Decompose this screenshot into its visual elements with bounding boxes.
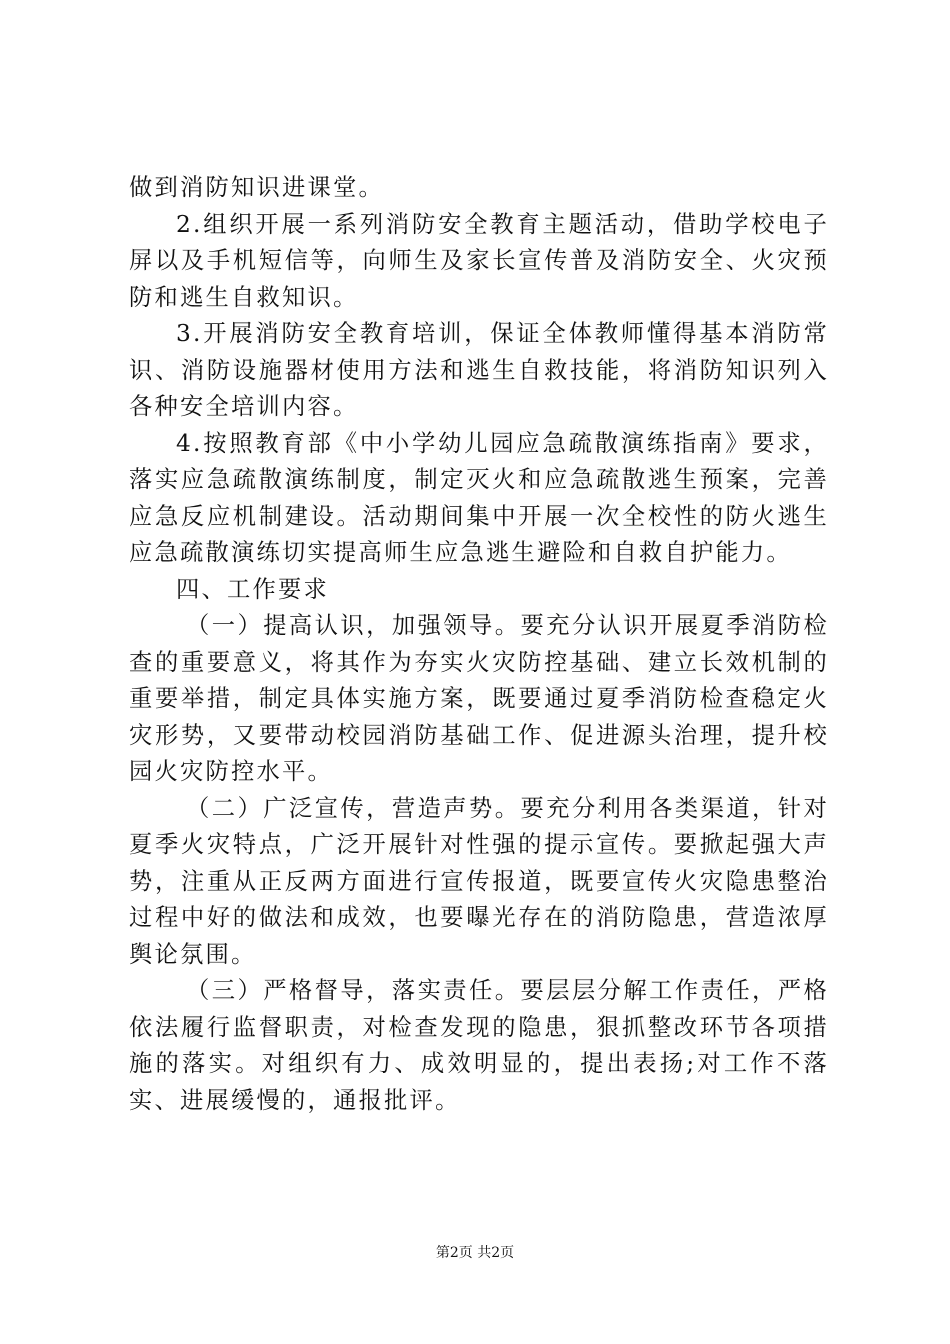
paragraph-item-4: 4.按照教育部《中小学幼儿园应急疏散演练指南》要求，落实应急疏散演练制度，制定灭火和应急疏散逃生预案，完善应急反应机制建设。活动期间集中开展一次全校性的防火逃生应急疏散演练切实提高师生应急逃生避险和自救自护能力。 [129, 429, 829, 566]
paragraph-continuation: 做到消防知识进课堂。 [129, 174, 384, 201]
page-number-footer: 第2页 共2页 [435, 1245, 515, 1261]
paragraph-requirement-2: （二）广泛宣传，营造声势。要充分利用各类渠道，针对夏季火灾特点，广泛开展针对性强的提示宣传。要掀起强大声势，注重从正反两方面进行宣传报道，既要宣传火灾隐患整治过程中好的做法和成效，也要曝光存在的消防隐患，营造浓厚舆论氛围。 [129, 794, 829, 968]
paragraph-requirement-3: （三）严格督导，落实责任。要层层分解工作责任，严格依法履行监督职责，对检查发现的隐患，狠抓整改环节各项措施的落实。对组织有力、成效明显的，提出表扬;对工作不落实、进展缓慢的，通报批评。 [129, 977, 829, 1114]
document-body [129, 170, 829, 1119]
paragraph-requirement-1: （一）提高认识，加强领导。要充分认识开展夏季消防检查的重要意义，将其作为夯实火灾防控基础、建立长效机制的重要举措，制定具体实施方案，既要通过夏季消防检查稳定火灾形势，又要带动校园消防基础工作、促进源头治理，提升校园火灾防控水平。 [129, 612, 829, 785]
paragraph-item-2: 2.组织开展一系列消防安全教育主题活动，借助学校电子屏以及手机短信等，向师生及家长宣传普及消防安全、火灾预防和逃生自救知识。 [129, 210, 829, 311]
section-heading-work-requirements: 四、工作要求 [176, 575, 329, 603]
paragraph-item-3: 3.开展消防安全教育培训，保证全体教师懂得基本消防常识、消防设施器材使用方法和逃生自救技能，将消防知识列入各种安全培训内容。 [129, 320, 829, 420]
